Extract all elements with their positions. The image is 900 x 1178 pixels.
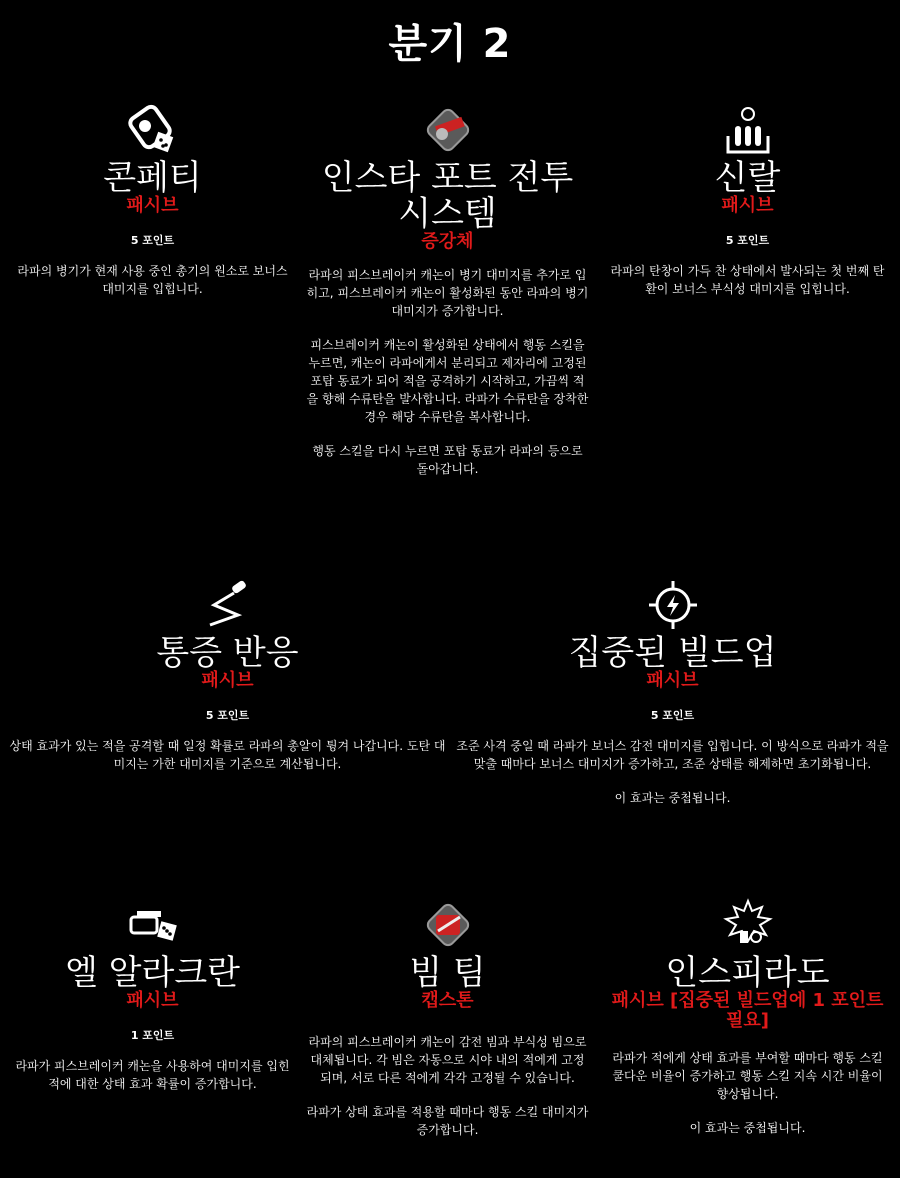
biohazard-ammo-icon — [718, 100, 778, 160]
skill-description — [605, 1049, 890, 1137]
skill-name: 집중된 빌드업 — [568, 633, 777, 673]
skill-points: 5 포인트 — [650, 709, 695, 722]
skill-beam-team[interactable] — [305, 895, 590, 1155]
crosshair-bolt-icon — [643, 575, 703, 635]
desc-paragraph: 라파의 피스브레이커 캐논이 병기 대미지를 추가로 입히고, 피스브레이커 캐논이 활성화된 동안 라파의 병기 대미지가 증가합니다. — [306, 268, 589, 318]
desc-paragraph: 라파가 피스브레이커 캐논을 사용하여 대미지를 입힌 적에 대한 상태 효과 확률이 증가합니다. — [15, 1059, 290, 1091]
skill-type: 캡스톤 — [421, 990, 474, 1011]
skill-el-alacran[interactable] — [10, 895, 295, 1109]
ricochet-bullet-icon — [198, 575, 258, 635]
skill-description — [10, 262, 295, 298]
desc-paragraph: 라파가 적에게 상태 효과를 부여할 때마다 행동 스킬 쿨다운 비율이 증가하고 행동 스킬 지속 시간 비율이 향상됩니다. — [612, 1051, 883, 1101]
skill-description — [305, 1033, 590, 1139]
skill-type: 패시브 — [201, 670, 254, 691]
desc-paragraph: 조준 사격 중일 때 라파가 보너스 감전 대미지를 입힙니다. 이 방식으로 라파가 적을 맞출 때마다 보너스 대미지가 증가하고, 조준 상태를 해제하면 초기화됩니다. — [456, 739, 889, 771]
desc-paragraph: 행동 스킬을 다시 누르면 포탑 동료가 라파의 등으로 돌아갑니다. — [312, 444, 583, 476]
skill-name: 인스타 포트 전투 시스템 — [321, 158, 574, 234]
skill-name: 신랄 — [714, 158, 781, 198]
skill-confetti[interactable] — [10, 100, 295, 314]
skill-type: 패시브 — [126, 195, 179, 216]
desc-paragraph: 상태 효과가 있는 적을 공격할 때 일정 확률로 라파의 총알이 튕겨 나갑니다. 도탄 대미지는 가한 대미지를 기준으로 계산됩니다. — [9, 739, 446, 771]
skill-sinral[interactable] — [605, 100, 890, 314]
skill-type: 패시브 — [721, 195, 774, 216]
desc-paragraph: 이 효과는 중첩됩니다. — [614, 791, 731, 805]
desc-paragraph: 라파가 상태 효과를 적용할 때마다 행동 스킬 대미지가 증가합니다. — [306, 1105, 589, 1137]
desc-paragraph: 라파의 병기가 현재 사용 중인 총기의 원소로 보너스 대미지를 입힙니다. — [17, 264, 288, 296]
skill-description — [5, 737, 450, 773]
skill-description — [305, 266, 590, 478]
skill-type: 패시브 — [126, 990, 179, 1011]
skill-type: 증강체 — [421, 231, 474, 252]
skill-points: 1 포인트 — [130, 1029, 175, 1042]
skill-name: 엘 알라크란 — [64, 953, 241, 993]
skill-focused-buildup[interactable] — [450, 575, 895, 823]
skill-points: 5 포인트 — [130, 234, 175, 247]
page-title: 분기 2 — [388, 21, 512, 67]
burst-cannon-icon — [718, 895, 778, 955]
cannon-icon — [418, 100, 478, 160]
beam-team-icon — [418, 895, 478, 955]
skill-points: 5 포인트 — [205, 709, 250, 722]
skill-name: 인스피라도 — [665, 953, 830, 993]
skill-pain-response[interactable] — [5, 575, 450, 789]
skill-insta-port[interactable] — [305, 100, 590, 494]
cannon-dice-icon — [123, 895, 183, 955]
desc-paragraph: 라파의 피스브레이커 캐논이 감전 빔과 부식성 빔으로 대체됩니다. 각 빔은 자동으로 시야 내의 적에게 고정되며, 서로 다른 적에게 각각 고정될 수 있습니다. — [308, 1035, 587, 1085]
skill-type: 패시브 — [646, 670, 699, 691]
skill-inspirado[interactable] — [605, 895, 890, 1153]
skill-description — [605, 262, 890, 298]
skill-name: 통증 반응 — [156, 633, 299, 673]
skill-description — [450, 737, 895, 807]
desc-paragraph: 이 효과는 중첩됩니다. — [689, 1121, 806, 1135]
skill-description — [10, 1057, 295, 1093]
skill-name: 빔 팀 — [409, 953, 486, 993]
desc-paragraph: 라파의 탄창이 가득 찬 상태에서 발사되는 첫 번째 탄환이 보너스 부식성 대미지를 입힙니다. — [610, 264, 885, 296]
skill-type: 패시브 [집중된 빌드업에 1 포인트 필요] — [611, 990, 884, 1031]
desc-paragraph: 피스브레이커 캐논이 활성화된 상태에서 행동 스킬을 누르면, 캐논이 라파에게서 분리되고 제자리에 고정된 포탑 동료가 되어 적을 공격하기 시작하고, 가끔씩 적을 향해 수류탄을 발사합니다. 라파가 수류탄을 장착한 경우 해당 수류탄을 복사합니다. — [306, 338, 589, 424]
skill-points: 5 포인트 — [725, 234, 770, 247]
skill-name: 콘페티 — [103, 158, 202, 198]
grenade-dice-icon — [123, 100, 183, 160]
